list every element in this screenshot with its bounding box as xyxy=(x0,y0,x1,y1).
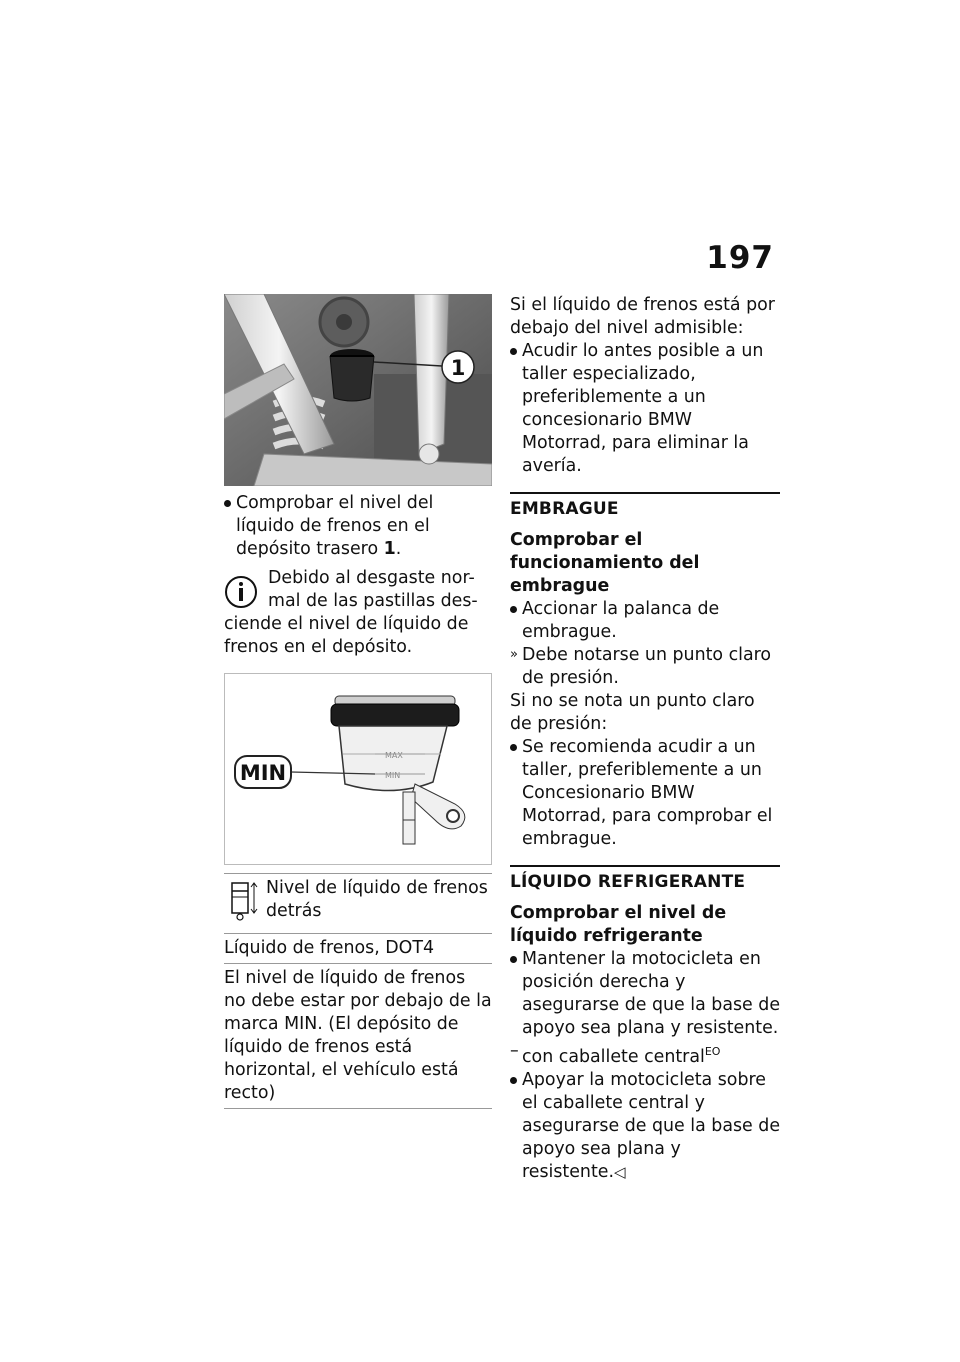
coolant-step-2 xyxy=(510,1069,780,1184)
clutch-step-2: Se recomienda acudir a un taller, preferiblemente a un Concesionario BMW Motorrad, para comprobar el embrague. xyxy=(510,736,780,851)
subsection-clutch-function: Comprobar el funcionamiento del embrague xyxy=(510,530,700,596)
info-icon xyxy=(224,575,258,609)
spec-row-description xyxy=(224,964,492,1109)
clutch-result-text: Debe notarse un punto claro de presión. xyxy=(522,645,772,688)
coolant-step-2-text: Apoyar la motocicleta sobre el caballete central y asegurarse de que la base de apoyo sea plana y resistente. xyxy=(522,1069,781,1182)
workshop-bullet: Acudir lo antes posible a un taller especializado, preferiblemente a un concesionario BMW Motorrad, para eliminar la avería. xyxy=(510,340,780,478)
brake-reservoir-photo xyxy=(224,294,492,486)
section-title-coolant: LÍQUIDO REFRIGERANTE xyxy=(510,872,746,892)
info-note xyxy=(224,567,492,659)
callout-1-label: 1 xyxy=(450,356,466,380)
condition-sup: EO xyxy=(704,1045,721,1058)
step-check-level xyxy=(224,492,492,561)
min-mark: MIN xyxy=(385,771,401,780)
reservoir-drawing xyxy=(225,674,491,864)
note-line-1: Debido al desgaste nor- xyxy=(268,568,475,588)
condition-center-stand xyxy=(510,1040,780,1069)
max-mark: MAX xyxy=(385,751,403,760)
motorcycle-frame-illustration xyxy=(224,294,492,486)
step-ref-1: 1 xyxy=(383,539,396,559)
section-divider-clutch xyxy=(510,492,780,494)
dash-icon: – xyxy=(510,1041,519,1061)
end-mark-icon: ◁ xyxy=(614,1162,626,1181)
min-callout-label: MIN xyxy=(239,761,287,785)
section-divider-coolant xyxy=(510,865,780,867)
spec-row-title xyxy=(224,874,492,934)
section-title-clutch: EMBRAGUE xyxy=(510,499,619,519)
reservoir-min-figure xyxy=(224,673,492,865)
low-level-intro: Si el líquido de frenos está por debajo del nivel admisible: xyxy=(510,295,775,338)
coolant-step-1: Mantener la motocicleta en posición derecha y asegurarse de que la base de apoyo sea plana y resistente. xyxy=(510,948,780,1040)
spec-row-fluid xyxy=(224,934,492,964)
step-check-level-text: Comprobar el nivel del líquido de frenos en el depósito trasero xyxy=(236,493,434,559)
condition-text: con caballete central xyxy=(522,1046,705,1067)
spec-title: Nivel de líquido de frenos detrás xyxy=(266,878,488,921)
page-number: 197 xyxy=(706,240,774,276)
note-rest: ciende el nivel de líquido de frenos en el depósito. xyxy=(224,614,469,657)
left-column xyxy=(224,294,492,1109)
subsection-coolant-level: Comprobar el nivel de líquido refrigerante xyxy=(510,903,727,946)
clutch-no-pressure-intro: Si no se nota un punto claro de presión: xyxy=(510,691,755,734)
note-line-2: mal de las pastillas des- xyxy=(268,591,478,611)
result-arrow-icon: » xyxy=(510,647,518,662)
step-ref-period: . xyxy=(395,539,402,559)
clutch-result-1 xyxy=(510,644,780,690)
clutch-step-1: Accionar la palanca de embrague. xyxy=(510,598,780,644)
spec-table xyxy=(224,873,492,1109)
spec-description: El nivel de líquido de frenos no debe estar por debajo de la marca MIN. (El depósito de líquido de frenos está horizontal, el vehículo está recto) xyxy=(224,964,492,1109)
right-column xyxy=(510,294,780,1184)
fluid-level-icon xyxy=(224,877,266,930)
spec-fluid: Líquido de frenos, DOT4 xyxy=(224,934,492,964)
